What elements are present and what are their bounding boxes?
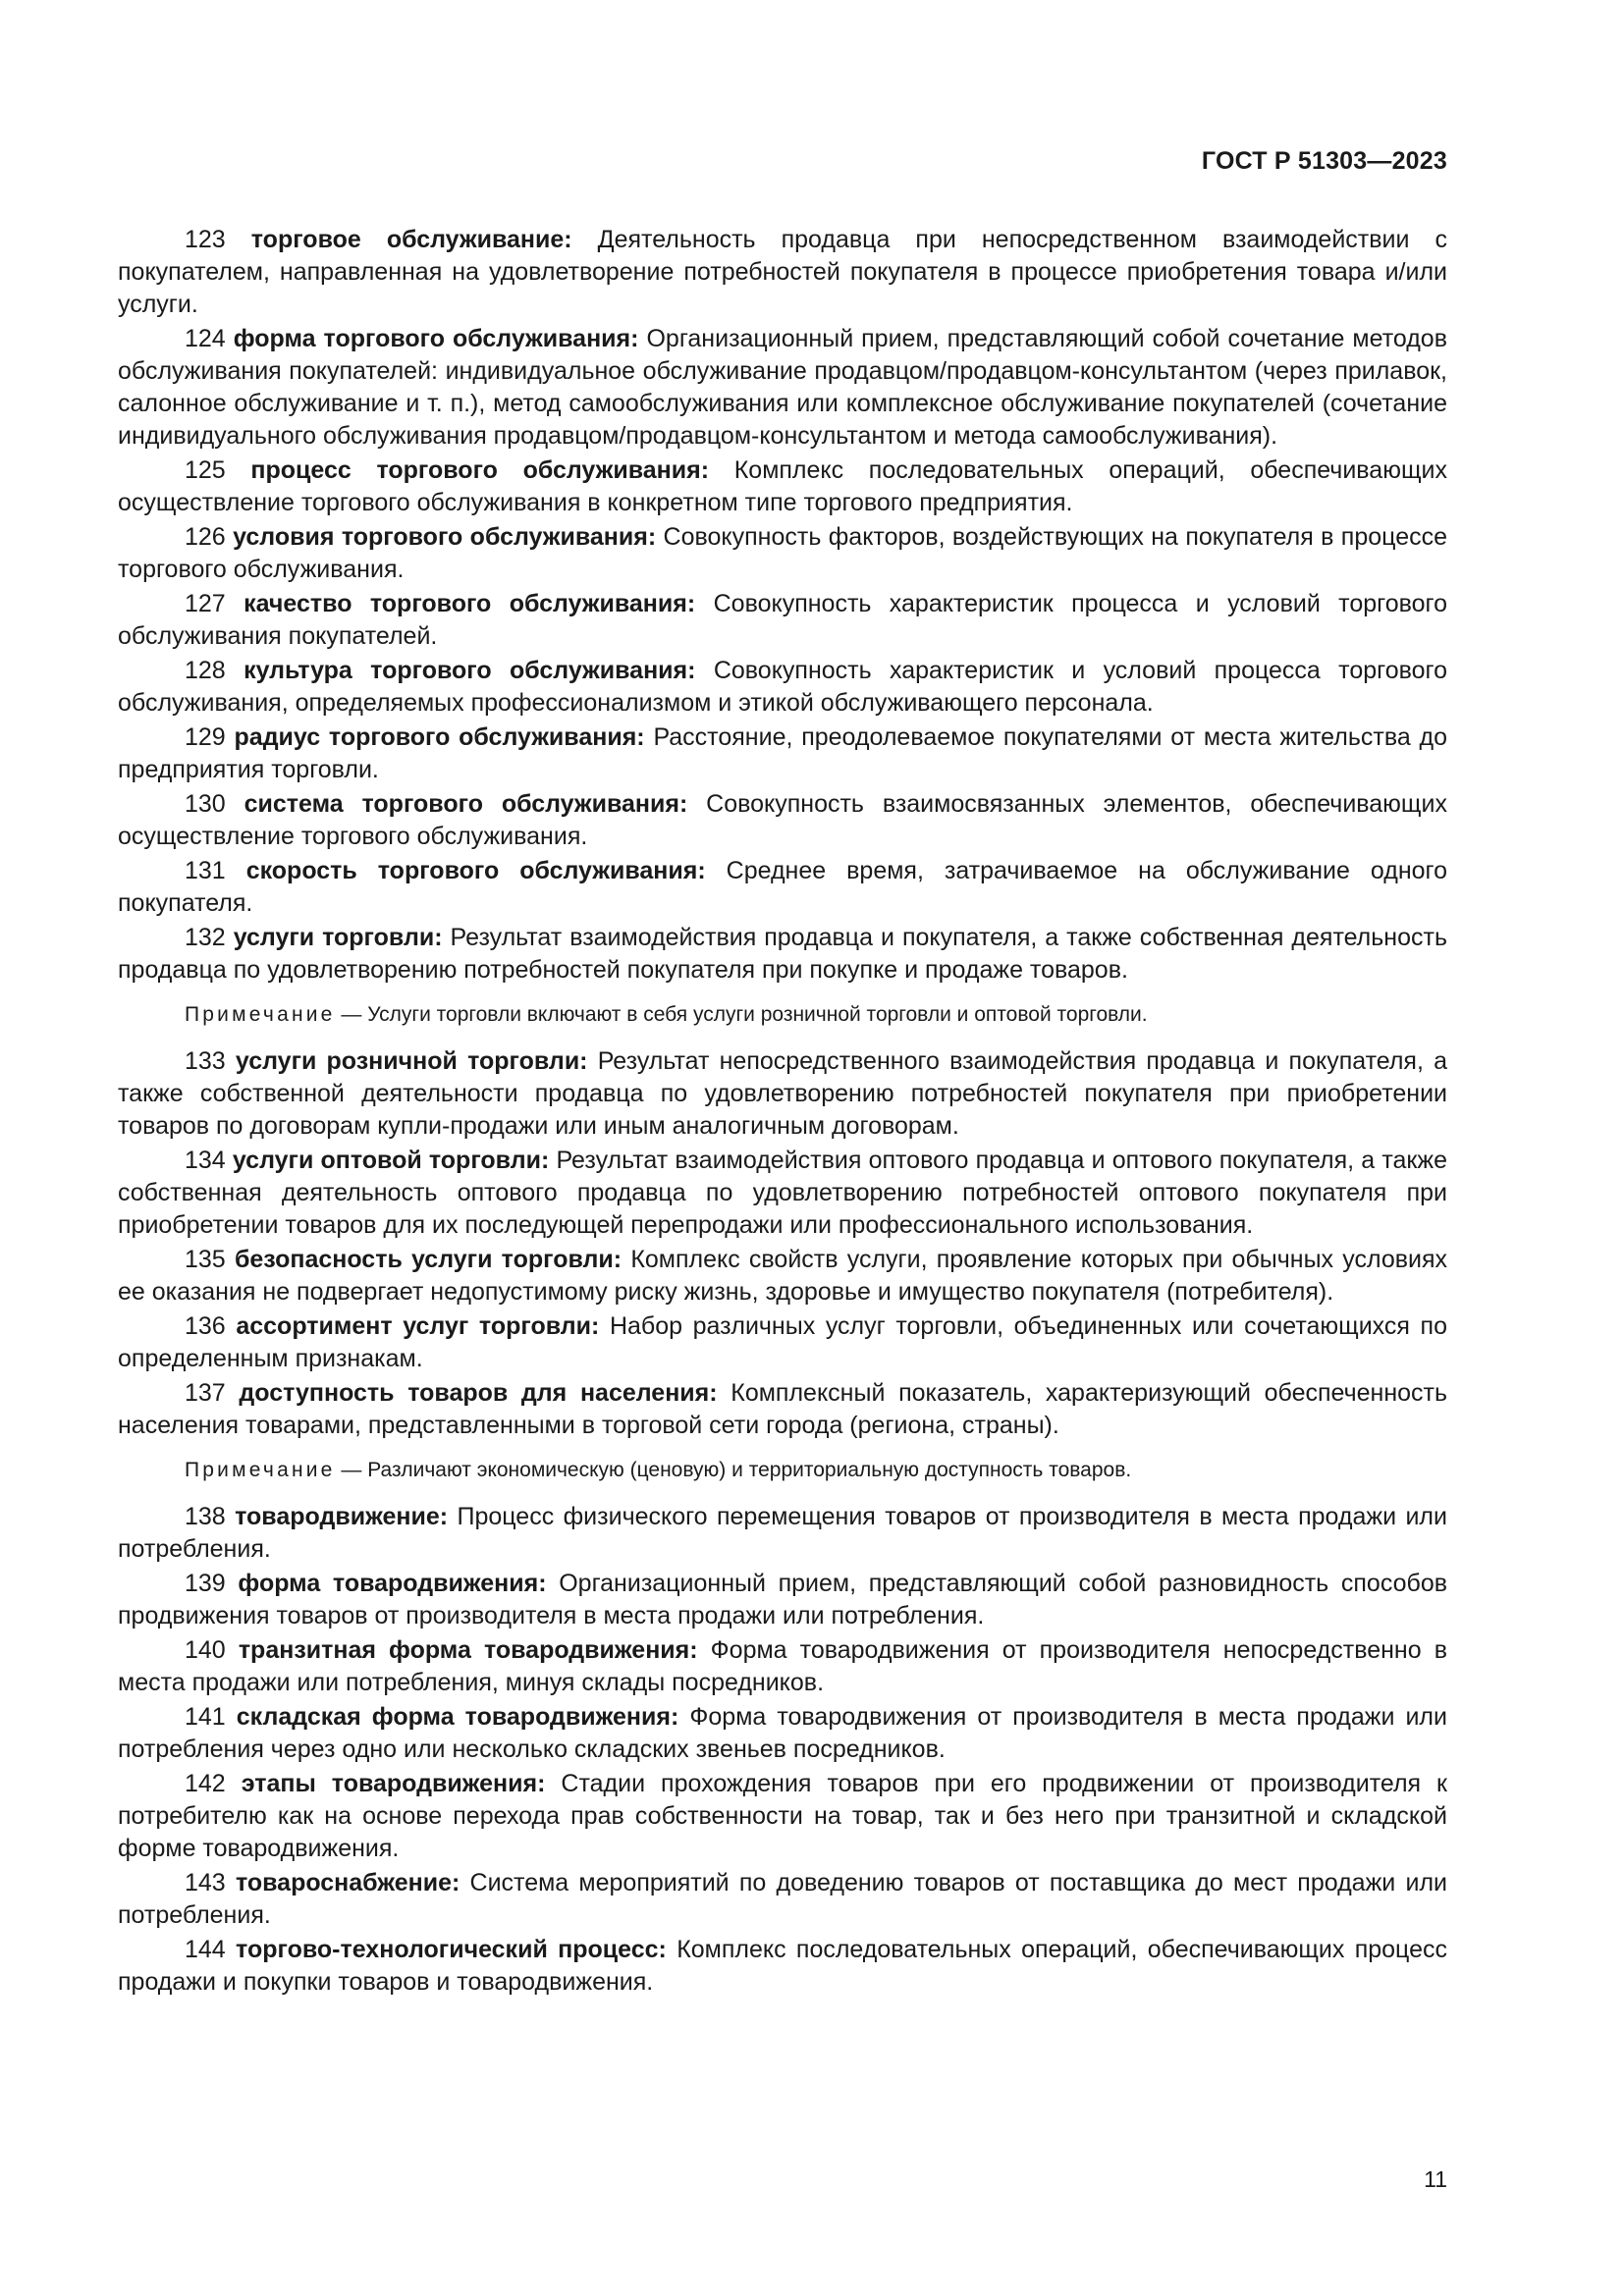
term-125 <box>118 454 1447 519</box>
term-definition: Результат взаимодействия продавца и покупателя, а также собственная деятельность продавца по удовлетворению потребностей покупателя при покупке и продаже товаров. <box>118 924 1447 984</box>
term-124 <box>118 323 1447 453</box>
term-definition: Организационный прием, представляющий собой разновидность способов продвижения товаров от производителя в места продажи или потребления. <box>118 1570 1448 1629</box>
term-number: 129 <box>185 723 226 751</box>
term-name: торгово-технологический процесс: <box>236 1936 667 1963</box>
term-135 <box>118 1244 1447 1308</box>
term-name: скорость торгового обслуживания: <box>245 857 706 884</box>
term-definition: Форма товародвижения от производителя в места продажи или потребления через одно или несколько складских звеньев посредников. <box>118 1703 1447 1763</box>
term-number: 140 <box>185 1636 226 1664</box>
term-definition: Расстояние, преодолеваемое покупателями от места жительства до предприятия торговли. <box>118 723 1448 783</box>
note-trade-services <box>118 1000 1447 1030</box>
term-136 <box>118 1310 1447 1375</box>
term-141 <box>118 1701 1447 1766</box>
term-name: система торгового обслуживания: <box>244 790 688 818</box>
term-142 <box>118 1768 1447 1865</box>
term-number: 124 <box>185 325 226 352</box>
term-definition: Комплексный показатель, характеризующий обеспеченность населения товарами, представленными в торговой сети города (региона, страны). <box>118 1379 1448 1439</box>
term-133 <box>118 1045 1447 1143</box>
term-definition: Стадии прохождения товаров при его продвижении от производителя к потребителю как на основе перехода прав собственности на товар, так и без него при транзитной и складской форме товародвижения. <box>118 1770 1447 1862</box>
term-132 <box>118 922 1447 987</box>
term-131 <box>118 855 1447 920</box>
term-number: 137 <box>185 1379 226 1407</box>
term-definition: Совокупность характеристик процесса и условий торгового обслуживания покупателей. <box>118 590 1448 650</box>
term-name: торговое обслуживание: <box>250 226 572 253</box>
term-name: культура торгового обслуживания: <box>244 657 696 684</box>
term-definition: Результат взаимодействия оптового продавца и оптового покупателя, а также собственная деятельность оптового продавца по удовлетворению потребностей оптового покупателя при приобретении товаров для их последующей перепродажи или профессионального использования. <box>118 1147 1447 1239</box>
term-name: доступность товаров для населения: <box>239 1379 718 1407</box>
document-page <box>118 0 1447 2296</box>
term-number: 130 <box>185 790 226 818</box>
term-number: 144 <box>185 1936 226 1963</box>
term-123 <box>118 224 1447 321</box>
term-definition: Набор различных услуг торговли, объединенных или сочетающихся по определенным признакам. <box>118 1312 1447 1372</box>
term-name: складская форма товародвижения: <box>236 1703 679 1731</box>
term-name: радиус торгового обслуживания: <box>234 723 645 751</box>
term-number: 135 <box>185 1246 226 1273</box>
term-number: 127 <box>185 590 226 617</box>
term-definition: Комплекс свойств услуги, проявление которых при обычных условиях ее оказания не подвергает недопустимому риску жизнь, здоровье и имущество покупателя (потребителя). <box>118 1246 1448 1306</box>
term-name: товародвижение: <box>235 1503 449 1530</box>
term-definition: Комплекс последовательных операций, обеспечивающих процесс продажи и покупки товаров и товародвижения. <box>118 1936 1447 1996</box>
term-126 <box>118 521 1447 586</box>
term-number: 133 <box>185 1047 226 1075</box>
term-definition: Форма товародвижения от производителя непосредственно в места продажи или потребления, минуя склады посредников. <box>118 1636 1447 1696</box>
term-134 <box>118 1145 1447 1242</box>
term-name: транзитная форма товародвижения: <box>238 1636 698 1664</box>
term-name: услуги оптовой торговли: <box>232 1147 550 1174</box>
term-definition: Совокупность факторов, воздействующих на покупателя в процессе торгового обслуживания. <box>118 523 1447 583</box>
term-name: ассортимент услуг торговли: <box>236 1312 600 1340</box>
term-name: услуги торговли: <box>233 924 443 951</box>
note-label: Примечание <box>185 1459 336 1481</box>
term-number: 136 <box>185 1312 226 1340</box>
term-name: условия торгового обслуживания: <box>233 523 657 551</box>
term-number: 138 <box>185 1503 226 1530</box>
term-definition: Среднее время, затрачиваемое на обслуживание одного покупателя. <box>118 857 1448 917</box>
term-number: 139 <box>185 1570 226 1597</box>
term-number: 126 <box>185 523 226 551</box>
term-number: 132 <box>185 924 226 951</box>
term-name: форма торгового обслуживания: <box>233 325 639 352</box>
term-number: 134 <box>185 1147 226 1174</box>
term-number: 141 <box>185 1703 226 1731</box>
term-144 <box>118 1934 1447 1999</box>
term-definition: Деятельность продавца при непосредственном взаимодействии с покупателем, направленная на удовлетворение потребностей покупателя в процессе приобретения товара и/или услуги. <box>118 226 1447 318</box>
note-text: — Услуги торговли включают в себя услуги розничной торговли и оптовой торговли. <box>341 1003 1148 1026</box>
term-137 <box>118 1377 1447 1442</box>
term-number: 125 <box>185 456 226 484</box>
term-name: товароснабжение: <box>235 1869 460 1896</box>
term-number: 142 <box>185 1770 226 1797</box>
term-definition: Комплекс последовательных операций, обеспечивающих осуществление торгового обслуживания в конкретном типе торгового предприятия. <box>118 456 1447 516</box>
term-name: этапы товародвижения: <box>241 1770 546 1797</box>
standard-designation: ГОСТ Р 51303—2023 <box>1201 147 1447 175</box>
term-138 <box>118 1501 1447 1566</box>
term-definition: Совокупность взаимосвязанных элементов, обеспечивающих осуществление торгового обслуживания. <box>118 790 1447 850</box>
term-140 <box>118 1634 1447 1699</box>
term-name: качество торгового обслуживания: <box>244 590 696 617</box>
term-definition: Система мероприятий по доведению товаров от поставщика до мест продажи или потребления. <box>118 1869 1447 1929</box>
term-139 <box>118 1568 1447 1632</box>
term-number: 143 <box>185 1869 226 1896</box>
note-availability <box>118 1456 1447 1485</box>
term-129 <box>118 721 1447 786</box>
page-number: 11 <box>1424 2166 1447 2192</box>
term-143 <box>118 1867 1447 1932</box>
term-127 <box>118 588 1447 653</box>
term-number: 131 <box>185 857 226 884</box>
term-name: безопасность услуги торговли: <box>234 1246 623 1273</box>
term-name: процесс торгового обслуживания: <box>250 456 710 484</box>
term-128 <box>118 655 1447 720</box>
term-number: 128 <box>185 657 226 684</box>
term-name: форма товародвижения: <box>238 1570 547 1597</box>
term-number: 123 <box>185 226 226 253</box>
term-definition: Организационный прием, представляющий собой сочетание методов обслуживания покупателей: индивидуальное обслуживание продавцом/продавцом-консультантом (через прилавок, салонное обслуживание и т. п.), метод самообслуживания или комплексное обслуживание покупателей (сочетание индивидуального обслуживания продавцом/продавцом-консультантом и метода самообслуживания). <box>118 325 1447 450</box>
note-text: — Различают экономическую (ценовую) и территориальную доступность товаров. <box>341 1459 1132 1481</box>
term-definition: Процесс физического перемещения товаров от производителя в места продажи или потребления. <box>118 1503 1447 1563</box>
note-label: Примечание <box>185 1003 336 1026</box>
term-definition: Совокупность характеристик и условий процесса торгового обслуживания, определяемых профессионализмом и этикой обслуживающего персонала. <box>118 657 1447 717</box>
terms-content <box>118 224 1447 2001</box>
term-definition: Результат непосредственного взаимодействия продавца и покупателя, а также собственной деятельности продавца по удовлетворению потребностей покупателя при приобретении товаров по договорам купли-продажи или иным аналогичным договорам. <box>118 1047 1447 1140</box>
term-130 <box>118 788 1447 853</box>
term-name: услуги розничной торговли: <box>235 1047 588 1075</box>
